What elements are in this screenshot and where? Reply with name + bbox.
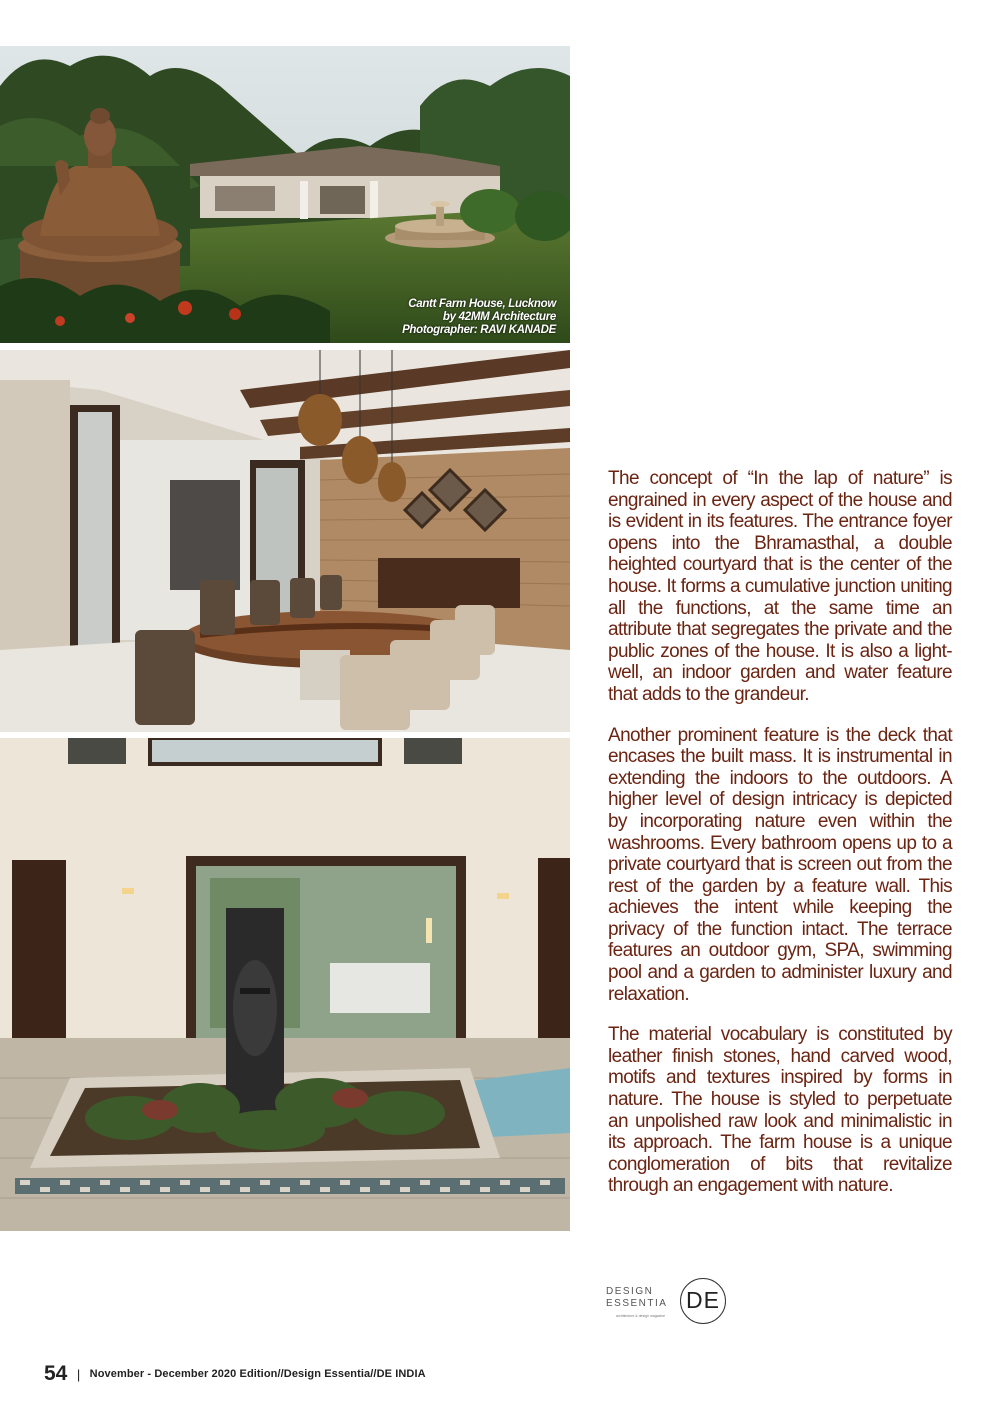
article-body	[608, 468, 952, 1216]
page-footer	[44, 1362, 426, 1386]
caption-photographer: Photographer: RAVI KANADE	[402, 324, 556, 336]
article-paragraph-2: Another prominent feature is the deck that encases the built mass. It is instrumental in extending the indoors to the outdoors. A higher level of design intricacy is depicted by incorporating nature even within the washrooms. Every bathroom opens up to a private courtyard that is screen out from the rest of the garden by a feature wall. This achieves the intent while keeping the privacy of the function intact. The terrace features an outdoor gym, SPA, swimming pool and a garden to administer luxury and relaxation.	[608, 724, 952, 1005]
logo-tagline: architecture & design magazine	[616, 1314, 666, 1318]
edition-line: November - December 2020 Edition//Design Essentia//DE INDIA	[89, 1368, 426, 1380]
page-number: 54	[44, 1362, 68, 1385]
dining-room-photo	[0, 350, 570, 732]
footer-separator: |	[76, 1366, 81, 1382]
logo-line-2: ESSENTIA	[606, 1298, 668, 1309]
article-paragraph-3: The material vocabulary is constituted by leather finish stones, hand carved wood, motifs and textures inspired by forms in nature. The house is styled to perpetuate an unpolished raw look and minimalistic in its approach. The farm house is a unique conglomeration of bits that revitalize through an engagement with nature.	[608, 1024, 952, 1197]
article-paragraph-1: The concept of “In the lap of nature” is engrained in every aspect of the house and is evident in its features. The entrance foyer opens into the Bhramasthal, a double heighted courtyard that is the center of the house. It forms a cumulative junction uniting all the functions, at the same time an attribute that segregates the private and the public zones of the house. It is also a light-well, an indoor garden and water feature that adds to the grandeur.	[608, 468, 952, 705]
garden-photo	[0, 46, 570, 343]
logo-line-1: DESIGN	[606, 1286, 654, 1297]
logo-wordmark	[606, 1286, 667, 1310]
courtyard-photo-image	[0, 738, 570, 1231]
logo-monogram: DE	[680, 1278, 726, 1324]
caption-project: Cantt Farm House, Lucknow	[408, 298, 556, 310]
design-essentia-logo	[606, 1274, 736, 1324]
courtyard-photo	[0, 738, 570, 1231]
caption-architect: by 42MM Architecture	[442, 311, 556, 323]
dining-room-photo-image	[0, 350, 570, 732]
photo-caption	[402, 298, 556, 337]
